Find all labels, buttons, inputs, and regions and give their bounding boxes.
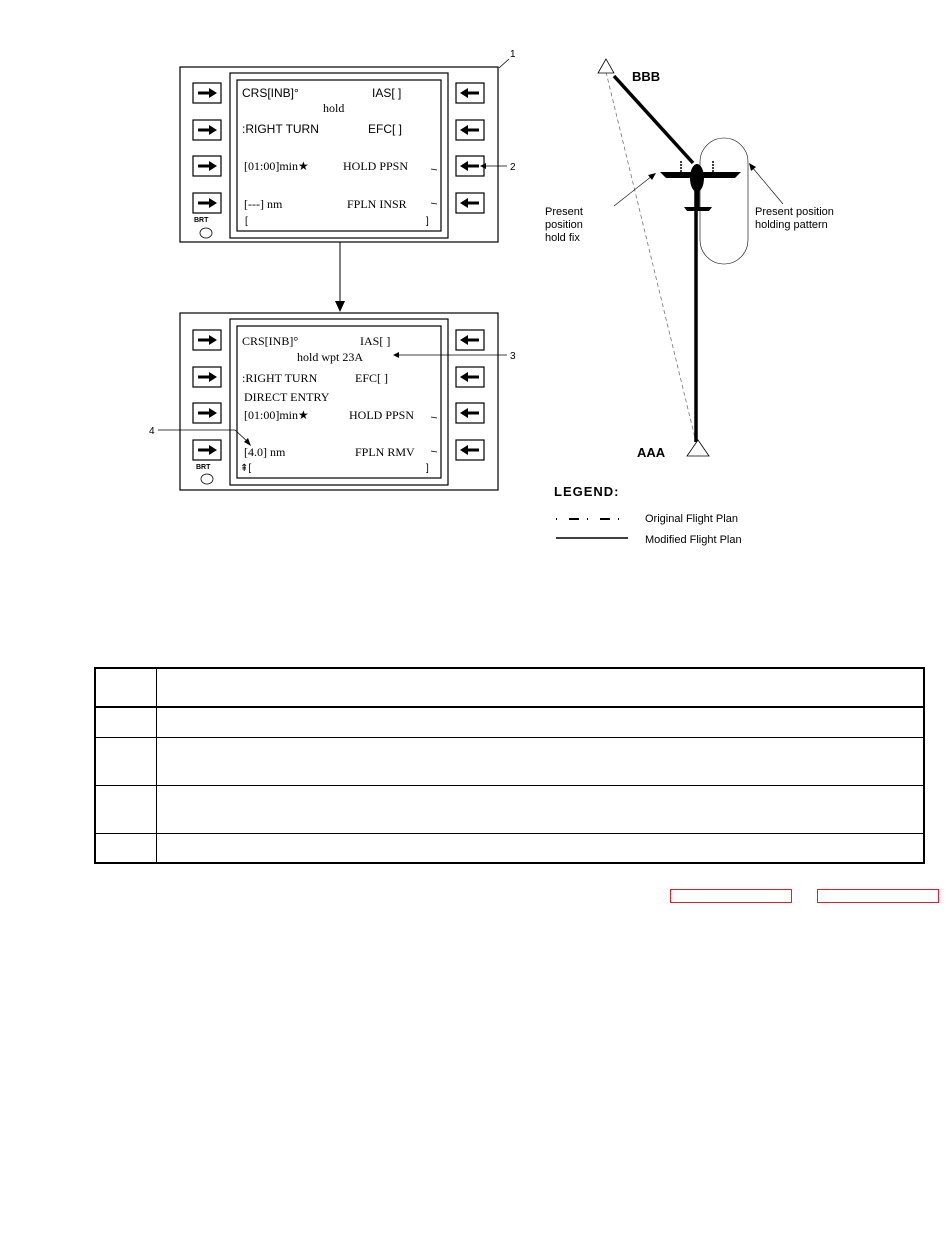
hold-fix-label-1: Present — [545, 206, 583, 218]
nav-link-box-2[interactable] — [817, 889, 939, 903]
lsk-right-4-button[interactable] — [456, 193, 484, 213]
callout-2: 2 — [510, 162, 516, 173]
waypoint-bbb-label: BBB — [632, 69, 661, 84]
lsk-left-3-button[interactable] — [193, 403, 221, 423]
crs-field: CRS[INB]° — [242, 334, 299, 348]
hold-fix-label-3: hold fix — [545, 232, 580, 244]
table-cell — [157, 707, 925, 738]
table-cell — [95, 786, 157, 834]
callout-3: 3 — [510, 351, 516, 362]
table-cell — [95, 668, 157, 707]
time-field: [01:00]min★ — [244, 159, 309, 173]
lsk-right-4-button[interactable] — [456, 440, 484, 460]
waypoint-aaa-triangle — [687, 440, 709, 456]
brt-label: BRT — [196, 464, 211, 471]
table-row — [95, 834, 924, 864]
scratchpad-right: ] — [426, 216, 429, 227]
turn-field: :RIGHT TURN — [242, 371, 318, 385]
legend-title: LEGEND: — [554, 484, 620, 499]
distance-field: [4.0] nm — [244, 445, 286, 459]
table-row — [95, 738, 924, 786]
lsk-left-4-button[interactable] — [193, 440, 221, 460]
table-cell — [157, 786, 925, 834]
aircraft-icon — [660, 160, 741, 211]
legend-modified: Modified Flight Plan — [645, 534, 742, 546]
modified-path-to-bbb — [614, 76, 693, 163]
pattern-leader — [752, 167, 783, 204]
crs-field: CRS[INB]° — [242, 86, 299, 100]
hold-ppsn-label: HOLD PPSN — [343, 159, 409, 173]
table-cell — [95, 707, 157, 738]
scratchpad-right: ] — [426, 463, 429, 474]
lsk-left-3-button[interactable] — [193, 156, 221, 176]
nav-link-box-1[interactable] — [670, 889, 792, 903]
holding-pattern-racetrack — [700, 138, 748, 264]
table-row — [95, 707, 924, 738]
lsk-left-2-button[interactable] — [193, 367, 221, 387]
legend — [554, 484, 742, 546]
lsk-left-1-button[interactable] — [193, 83, 221, 103]
hold-wpt-title: hold wpt 23A — [297, 350, 363, 364]
lsk-left-1-button[interactable] — [193, 330, 221, 350]
brt-knob[interactable] — [200, 228, 212, 238]
efc-field: EFC[ ] — [368, 122, 403, 136]
table-cell — [95, 834, 157, 864]
table-cell — [157, 738, 925, 786]
lsk-right-3-button[interactable] — [456, 156, 484, 176]
time-field: [01:00]min★ — [244, 408, 309, 422]
scratchpad-left: [ — [245, 216, 248, 227]
hold-ppsn-label: HOLD PPSN — [349, 408, 415, 422]
waypoint-bbb-triangle — [598, 59, 614, 73]
ias-field: IAS[ ] — [372, 86, 402, 100]
brt-label: BRT — [194, 217, 209, 224]
scratchpad-left: ⇞[ — [240, 463, 252, 474]
efc-field: EFC[ ] — [355, 371, 388, 385]
direct-entry-label: DIRECT ENTRY — [244, 390, 330, 404]
callout-1-leader — [499, 59, 509, 68]
table-cell — [157, 668, 925, 707]
waypoint-aaa-label: AAA — [637, 445, 666, 460]
ias-field: IAS[ ] — [360, 334, 391, 348]
turn-field: :RIGHT TURN — [242, 122, 319, 136]
route-map — [545, 59, 834, 460]
lsk-left-2-button[interactable] — [193, 120, 221, 140]
callout-4: 4 — [149, 426, 155, 437]
lsk-right-1-button[interactable] — [456, 83, 484, 103]
key-table — [94, 667, 925, 864]
fpln-insr-label: FPLN INSR — [347, 197, 407, 211]
lsk-right-3-button[interactable] — [456, 403, 484, 423]
lsk-right-2-button[interactable] — [456, 120, 484, 140]
fpln-rmv-label: FPLN RMV — [355, 445, 415, 459]
table-cell — [157, 834, 925, 864]
lsk-left-4-button[interactable] — [193, 193, 221, 213]
legend-original: Original Flight Plan — [645, 513, 738, 525]
table-row — [95, 786, 924, 834]
brt-knob[interactable] — [201, 474, 213, 484]
table-header-row — [95, 668, 924, 707]
hold-title: hold — [323, 101, 345, 115]
table-cell — [95, 738, 157, 786]
pattern-label-2: holding pattern — [755, 219, 828, 231]
cdu-panel-1 — [180, 67, 498, 242]
figure — [0, 0, 950, 600]
distance-field: [---] nm — [244, 197, 283, 211]
pattern-label-1: Present position — [755, 206, 834, 218]
original-flight-plan-line — [606, 72, 696, 442]
hold-fix-leader — [614, 176, 652, 206]
callout-1: 1 — [510, 49, 516, 60]
lsk-right-2-button[interactable] — [456, 367, 484, 387]
hold-fix-label-2: position — [545, 219, 583, 231]
cdu-panel-2 — [180, 313, 498, 490]
lsk-right-1-button[interactable] — [456, 330, 484, 350]
